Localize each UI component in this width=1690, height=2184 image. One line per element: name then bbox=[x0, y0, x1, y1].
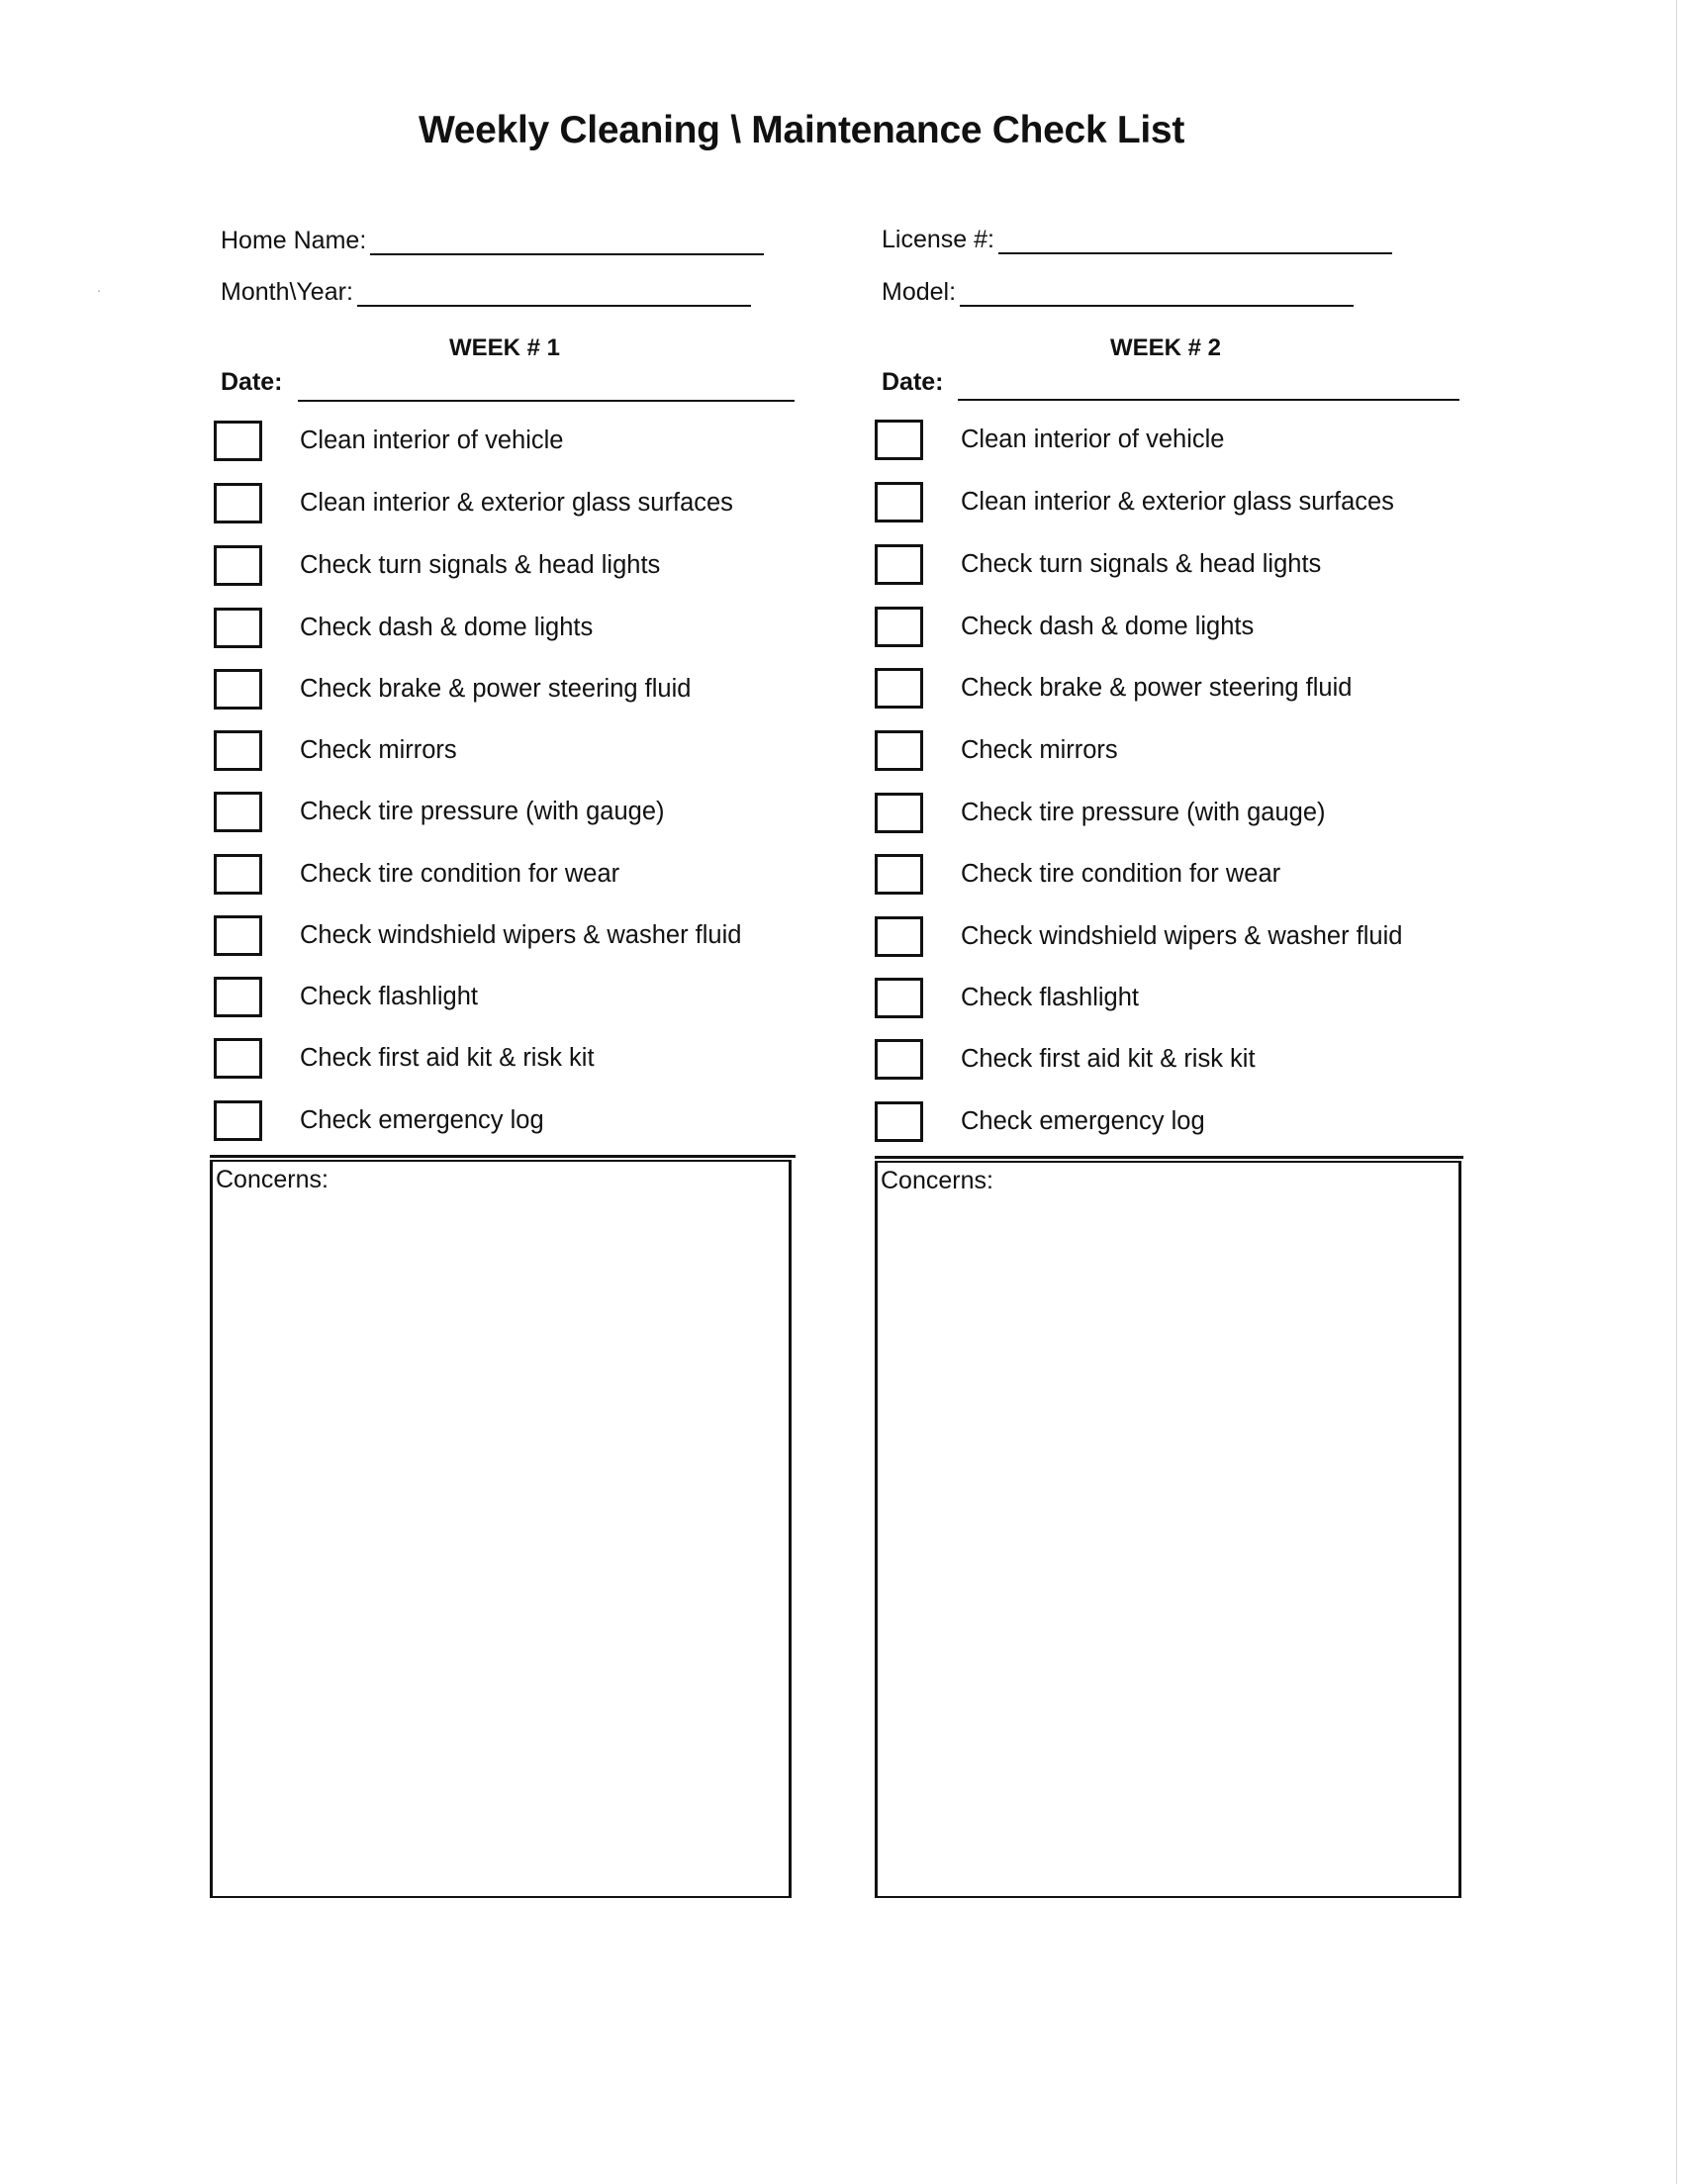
checklist-item-label: Check first aid kit & risk kit bbox=[961, 1044, 1256, 1073]
checklist-item-label: Check mirrors bbox=[961, 735, 1118, 764]
checklist-item-label: Check dash & dome lights bbox=[300, 613, 594, 641]
checkbox[interactable] bbox=[214, 483, 262, 523]
week-1-checklist-item[interactable] bbox=[214, 418, 563, 463]
checkbox[interactable] bbox=[214, 977, 262, 1017]
week-1-checklist-item[interactable] bbox=[214, 1097, 544, 1143]
week-1-checklist-item[interactable] bbox=[214, 789, 665, 834]
week-2-concerns-top-rule bbox=[875, 1156, 1463, 1159]
week-2-checklist-item[interactable] bbox=[875, 1098, 1205, 1144]
checklist-item-label: Check mirrors bbox=[300, 735, 457, 764]
checklist-item-label: Check turn signals & head lights bbox=[300, 550, 661, 579]
checklist-item-label: Check flashlight bbox=[961, 983, 1140, 1011]
checkbox[interactable] bbox=[875, 854, 923, 895]
week-2-checklist-item[interactable] bbox=[875, 541, 1321, 587]
week-2-checklist-item[interactable] bbox=[875, 790, 1326, 835]
week-2-concerns-box[interactable] bbox=[875, 1161, 1461, 1898]
checklist-item-label: Check windshield wipers & washer fluid bbox=[961, 921, 1403, 950]
week-1-checklist-item[interactable] bbox=[214, 851, 619, 897]
checkbox[interactable] bbox=[875, 544, 923, 585]
checkbox[interactable] bbox=[214, 792, 262, 832]
week-1-concerns-top-rule bbox=[210, 1155, 796, 1158]
page-title: Weekly Cleaning \ Maintenance Check List bbox=[418, 109, 1185, 151]
page-edge-line bbox=[1676, 0, 1677, 2184]
week-2-checklist-item[interactable] bbox=[875, 604, 1254, 649]
week-1-checklist-item[interactable] bbox=[214, 1035, 595, 1081]
week-2-heading: WEEK # 2 bbox=[1109, 334, 1222, 361]
month-year-field[interactable] bbox=[221, 277, 751, 307]
checklist-item-label: Check brake & power steering fluid bbox=[961, 673, 1353, 702]
week-1-checklist-item[interactable] bbox=[214, 666, 691, 712]
checklist-item-label: Clean interior of vehicle bbox=[300, 426, 564, 454]
checklist-item-label: Check first aid kit & risk kit bbox=[300, 1043, 595, 1072]
checklist-item-label: Check tire condition for wear bbox=[300, 859, 620, 888]
week-2-date-label: Date: bbox=[882, 368, 944, 396]
week-1-checklist-item[interactable] bbox=[214, 542, 660, 588]
week-1-checklist-item[interactable] bbox=[214, 912, 741, 958]
checklist-item-label: Check turn signals & head lights bbox=[961, 549, 1322, 578]
checkbox[interactable] bbox=[214, 730, 262, 771]
week-1-checklist-item[interactable] bbox=[214, 727, 457, 773]
home-name-line[interactable] bbox=[370, 226, 764, 255]
checkbox[interactable] bbox=[214, 854, 262, 895]
checkbox[interactable] bbox=[875, 730, 923, 771]
checkbox[interactable] bbox=[214, 545, 262, 586]
checkbox[interactable] bbox=[875, 482, 923, 522]
checklist-item-label: Check tire condition for wear bbox=[961, 859, 1281, 888]
checklist-item-label: Check dash & dome lights bbox=[961, 612, 1255, 640]
week-1-concerns-label: Concerns: bbox=[216, 1166, 329, 1193]
checkbox[interactable] bbox=[214, 608, 262, 648]
week-1-concerns-box[interactable] bbox=[210, 1160, 792, 1898]
home-name-label: Home Name: bbox=[221, 227, 367, 254]
week-1-checklist-item[interactable] bbox=[214, 605, 593, 650]
week-2-checklist-item[interactable] bbox=[875, 851, 1280, 897]
checklist-item-label: Check emergency log bbox=[300, 1105, 544, 1134]
week-2-checklist-item[interactable] bbox=[875, 417, 1224, 462]
model-line[interactable] bbox=[960, 277, 1354, 307]
checklist-item-label: Clean interior of vehicle bbox=[961, 425, 1225, 453]
week-1-checklist-item[interactable] bbox=[214, 480, 733, 525]
model-label: Model: bbox=[882, 278, 957, 306]
checkbox[interactable] bbox=[875, 1101, 923, 1142]
checkbox[interactable] bbox=[875, 793, 923, 833]
license-label: License #: bbox=[882, 226, 994, 253]
checkbox[interactable] bbox=[875, 916, 923, 957]
checkbox[interactable] bbox=[214, 1038, 262, 1079]
week-1-checklist-item[interactable] bbox=[214, 974, 478, 1019]
week-1-date-label: Date: bbox=[221, 368, 283, 396]
checklist-item-label: Check emergency log bbox=[961, 1106, 1205, 1135]
week-2-concerns-label: Concerns: bbox=[881, 1167, 993, 1194]
checkbox[interactable] bbox=[214, 915, 262, 956]
checkbox[interactable] bbox=[875, 420, 923, 460]
checklist-item-label: Clean interior & exterior glass surfaces bbox=[961, 487, 1394, 516]
week-2-checklist-item[interactable] bbox=[875, 1036, 1256, 1082]
checklist-item-label: Check flashlight bbox=[300, 982, 479, 1010]
checkbox[interactable] bbox=[875, 1039, 923, 1080]
week-2-checklist-item[interactable] bbox=[875, 727, 1118, 773]
checklist-item-label: Clean interior & exterior glass surfaces bbox=[300, 488, 733, 517]
checklist-item-label: Check tire pressure (with gauge) bbox=[961, 798, 1326, 826]
license-line[interactable] bbox=[998, 225, 1392, 254]
checklist-item-label: Check tire pressure (with gauge) bbox=[300, 797, 665, 825]
week-1-heading: WEEK # 1 bbox=[448, 334, 561, 361]
checkbox[interactable] bbox=[875, 978, 923, 1018]
week-2-checklist-item[interactable] bbox=[875, 479, 1394, 524]
week-2-checklist-item[interactable] bbox=[875, 665, 1352, 711]
home-name-field[interactable] bbox=[221, 226, 764, 255]
month-year-label: Month\Year: bbox=[221, 278, 353, 306]
model-field[interactable] bbox=[882, 277, 1354, 307]
week-2-date-line[interactable] bbox=[958, 399, 1459, 401]
license-field[interactable] bbox=[882, 225, 1392, 254]
week-1-date-line[interactable] bbox=[298, 400, 795, 402]
checklist-item-label: Check windshield wipers & washer fluid bbox=[300, 920, 742, 949]
week-2-checklist-item[interactable] bbox=[875, 975, 1139, 1020]
checkbox[interactable] bbox=[214, 669, 262, 710]
scan-speck: . bbox=[97, 279, 101, 295]
checklist-item-label: Check brake & power steering fluid bbox=[300, 674, 692, 703]
checkbox[interactable] bbox=[875, 668, 923, 709]
month-year-line[interactable] bbox=[357, 277, 751, 307]
checkbox[interactable] bbox=[214, 1100, 262, 1141]
checkbox[interactable] bbox=[214, 421, 262, 461]
week-2-checklist-item[interactable] bbox=[875, 913, 1402, 959]
checkbox[interactable] bbox=[875, 607, 923, 647]
